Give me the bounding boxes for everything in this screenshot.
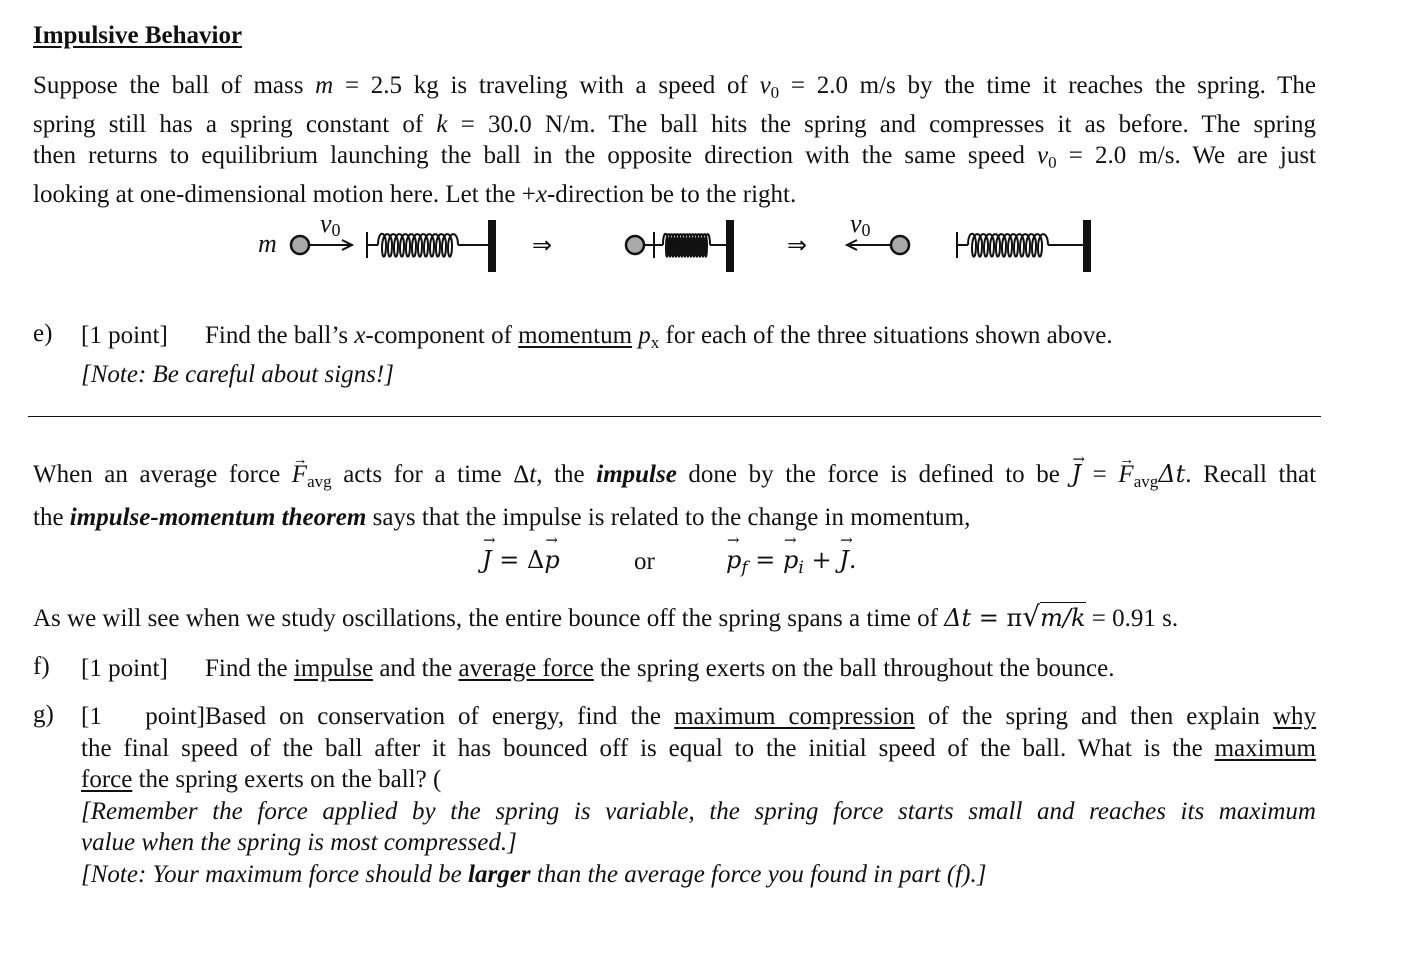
equation-impulse-momentum: → J = Δ→ p [482, 546, 560, 574]
mass-label: m [258, 229, 277, 258]
part-e-note: [Note: Be careful about signs!] [81, 360, 394, 388]
ball [291, 236, 309, 254]
wall-3 [1083, 220, 1091, 272]
ball-compressed [626, 236, 644, 254]
part-g-line-6: [Note: Your maximum force should be larger than the average force you found in part (f).] [81, 860, 987, 888]
spring-compressed [644, 232, 726, 258]
spring-1 [367, 232, 488, 258]
spring-3 [957, 232, 1083, 258]
part-g-label: g) [33, 701, 54, 728]
impulse-paragraph [33, 456, 1316, 536]
section-divider [28, 416, 1321, 417]
part-g-line-5: value when the spring is most compressed.] [81, 829, 517, 857]
transition-arrow-1: ⇒ [532, 231, 553, 259]
bounce-time-line: As we will see when we study oscillations, the entire bounce off the spring spans a time of Δt = π√m/k = 0.91 s. [33, 600, 1179, 633]
velocity-label: v0 [320, 209, 341, 240]
intro-paragraph [33, 70, 1316, 211]
part-g-line-4: [Remember the force applied by the spring is variable, the spring force starts small and reaches its maximum [81, 797, 1316, 825]
part-g-line-1: [1 point]Based on conservation of energy, find the maximum compression of the spring and then explain why [81, 703, 1316, 730]
ball-spring-diagram [250, 208, 1110, 278]
impulse-line-1: When an average force → $F_{avg}$ acts for a time Δt, the impulse done by the force is defined to be → J = → $F_{avg}\Delta t$. Recall that [33, 456, 1316, 500]
intro-line-2: spring still has a spring constant of k = 30.0 N/m. The ball hits the spring and compresses it as before. The spring [33, 110, 1316, 138]
equation-final-momentum: → $p_f$ = → $p_i$ + → J. [726, 546, 857, 578]
part-g-line-3: force the spring exerts on the ball? ( [81, 766, 442, 794]
part-f-label: f) [33, 653, 50, 680]
transition-arrow-2: ⇒ [787, 231, 808, 259]
part-f-line-1: [1 point] Find the impulse and the average force the spring exerts on the ball throughout the bounce. [81, 655, 1115, 682]
intro-line-3: then returns to equilibrium launching the ball in the opposite direction with the same speed $v_0 = 2.0$ m/s. We are just [33, 142, 1316, 173]
page-title: Impulsive Behavior [33, 22, 243, 49]
wall-2 [726, 220, 734, 272]
part-g-line-2: the final speed of the ball after it has bounced off is equal to the initial speed of the ball. What is the maximum [81, 734, 1316, 762]
impulse-line-2: the impulse-momentum theorem says that the impulse is related to the change in momentum, [33, 504, 971, 531]
part-e-label: e) [33, 320, 53, 347]
intro-line-4: looking at one-dimensional motion here. Let the +x-direction be to the right. [33, 181, 797, 209]
ball-returning [891, 236, 909, 254]
equation-or: or [634, 548, 655, 575]
velocity-label-return: v0 [850, 209, 871, 240]
intro-line-1: Suppose the ball of mass m = 2.5 kg is traveling with a speed of $v_0 = 2.0$ m/s by the time it reaches the spring. The [33, 72, 1317, 102]
wall-1 [488, 220, 496, 272]
part-e-line-1: [1 point] Find the ball’s x-component of momentum $p_x$ for each of the three situations shown above. [81, 322, 1113, 352]
